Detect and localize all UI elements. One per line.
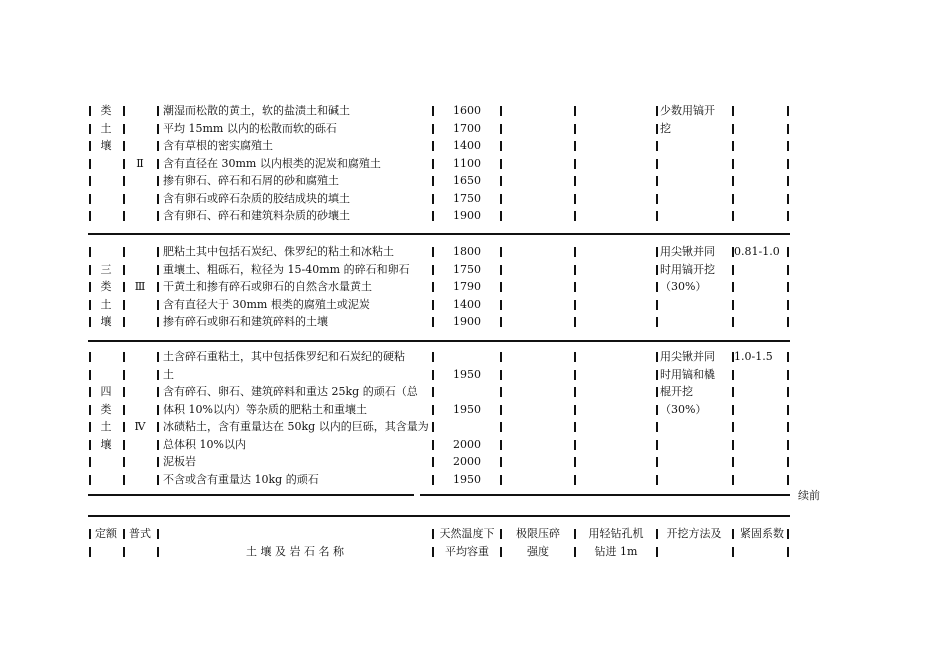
- soil-category-cell: 类: [100, 402, 112, 416]
- header-method: 开挖方法及: [666, 527, 722, 540]
- column-rule: [123, 370, 125, 380]
- soil-category-cell: 四: [100, 385, 112, 398]
- column-rule: [432, 370, 434, 380]
- column-rule: [432, 194, 434, 204]
- column-rule: [787, 405, 789, 415]
- column-rule: [123, 247, 125, 257]
- column-rule: [732, 457, 734, 467]
- column-rule: [89, 211, 91, 221]
- column-rule: [123, 106, 125, 116]
- column-rule: [157, 422, 159, 432]
- column-rule: [123, 159, 125, 169]
- column-rule: [89, 457, 91, 467]
- column-rule: [500, 247, 502, 257]
- density-cell: 2000: [453, 455, 481, 468]
- column-rule: [732, 282, 734, 292]
- column-rule: [89, 300, 91, 310]
- column-rule: [157, 405, 159, 415]
- soil-name-cell: 不含或含有重量达 10kg 的顽石: [163, 472, 319, 486]
- column-rule: [500, 547, 502, 557]
- column-rule: [432, 475, 434, 485]
- column-rule: [89, 352, 91, 362]
- column-rule: [500, 317, 502, 327]
- column-rule: [732, 405, 734, 415]
- column-rule: [500, 300, 502, 310]
- density-cell: 1900: [453, 209, 481, 222]
- column-rule: [732, 440, 734, 450]
- column-rule: [432, 124, 434, 134]
- excavation-method-cell: 时用镐开挖: [660, 262, 715, 276]
- grade-cell: Ⅳ: [134, 420, 146, 433]
- column-rule: [157, 159, 159, 169]
- column-rule: [157, 475, 159, 485]
- column-rule: [574, 387, 576, 397]
- column-rule: [432, 547, 434, 557]
- column-rule: [432, 159, 434, 169]
- column-rule: [123, 176, 125, 186]
- column-rule: [157, 211, 159, 221]
- header-density-1: 天然温度下: [439, 527, 495, 540]
- column-rule: [157, 176, 159, 186]
- column-rule: [732, 124, 734, 134]
- column-rule: [500, 194, 502, 204]
- column-rule: [500, 352, 502, 362]
- column-rule: [123, 405, 125, 415]
- excavation-method-cell: 少数用镐开: [660, 104, 715, 117]
- column-rule: [656, 141, 658, 151]
- column-rule: [89, 265, 91, 275]
- column-rule: [123, 282, 125, 292]
- density-cell: 2000: [453, 437, 481, 451]
- column-rule: [656, 176, 658, 186]
- soil-name-cell: 土含碎石重粘土，其中包括侏罗纪和石炭纪的硬粘: [163, 350, 405, 363]
- column-rule: [89, 440, 91, 450]
- column-rule: [89, 159, 91, 169]
- column-rule: [656, 457, 658, 467]
- column-rule: [123, 475, 125, 485]
- column-rule: [432, 529, 434, 539]
- excavation-method-cell: 棍开挖: [660, 385, 693, 398]
- column-rule: [500, 387, 502, 397]
- column-rule: [500, 124, 502, 134]
- column-rule: [574, 106, 576, 116]
- column-rule: [787, 159, 789, 169]
- header-drill-2: 钻进 1m: [594, 545, 638, 558]
- column-rule: [787, 475, 789, 485]
- column-rule: [574, 247, 576, 257]
- column-rule: [656, 440, 658, 450]
- column-rule: [656, 422, 658, 432]
- density-cell: 1650: [453, 174, 481, 187]
- column-rule: [787, 176, 789, 186]
- header-coefficient: 紧固系数: [740, 527, 784, 540]
- column-rule: [732, 387, 734, 397]
- column-rule: [157, 282, 159, 292]
- column-rule: [574, 317, 576, 327]
- soil-name-cell: 土: [163, 367, 174, 381]
- column-rule: [656, 475, 658, 485]
- column-rule: [432, 352, 434, 362]
- soil-category-cell: 类: [100, 280, 112, 293]
- header-density-2: 平均容重: [445, 545, 489, 558]
- column-rule: [123, 300, 125, 310]
- excavation-method-cell: （30%）: [660, 280, 707, 293]
- column-rule: [656, 317, 658, 327]
- column-rule: [732, 265, 734, 275]
- column-rule: [656, 352, 658, 362]
- column-rule: [656, 405, 658, 415]
- column-rule: [500, 405, 502, 415]
- column-rule: [656, 194, 658, 204]
- column-rule: [432, 106, 434, 116]
- column-rule: [732, 176, 734, 186]
- header-strength-2: 强度: [527, 545, 549, 558]
- column-rule: [89, 194, 91, 204]
- column-rule: [500, 529, 502, 539]
- excavation-method-cell: （30%）: [660, 402, 707, 416]
- soil-name-cell: 潮湿而松散的黄土，软的盐渍土和碱土: [163, 104, 350, 117]
- soil-name-cell: 总体积 10%以内: [163, 437, 246, 451]
- column-rule: [123, 317, 125, 327]
- column-rule: [89, 547, 91, 557]
- section-divider: [88, 233, 790, 235]
- excavation-method-cell: 用尖锹并同: [660, 350, 715, 363]
- excavation-method-cell: 用尖锹并同: [660, 245, 715, 258]
- column-rule: [787, 457, 789, 467]
- column-rule: [787, 370, 789, 380]
- column-rule: [123, 124, 125, 134]
- column-rule: [89, 422, 91, 432]
- column-rule: [732, 159, 734, 169]
- column-rule: [432, 300, 434, 310]
- column-rule: [89, 387, 91, 397]
- column-rule: [787, 247, 789, 257]
- soil-name-cell: 泥板岩: [163, 455, 196, 468]
- column-rule: [574, 475, 576, 485]
- soil-name-cell: 干黄土和掺有碎石或卵石的自然含水量黄土: [163, 280, 372, 293]
- column-rule: [574, 370, 576, 380]
- column-rule: [574, 405, 576, 415]
- soil-name-cell: 含有草根的密实腐殖土: [163, 139, 273, 152]
- column-rule: [656, 370, 658, 380]
- section-divider: [88, 340, 790, 342]
- column-rule: [123, 194, 125, 204]
- column-rule: [732, 141, 734, 151]
- density-cell: 1950: [453, 367, 481, 381]
- column-rule: [574, 457, 576, 467]
- excavation-method-cell: 挖: [660, 121, 671, 135]
- grade-cell: Ⅱ: [136, 156, 144, 170]
- column-rule: [656, 529, 658, 539]
- column-rule: [787, 352, 789, 362]
- column-rule: [574, 547, 576, 557]
- column-rule: [656, 547, 658, 557]
- column-rule: [432, 282, 434, 292]
- column-rule: [500, 440, 502, 450]
- section-divider: [88, 494, 414, 496]
- column-rule: [123, 440, 125, 450]
- column-rule: [89, 282, 91, 292]
- column-rule: [787, 387, 789, 397]
- column-rule: [732, 300, 734, 310]
- column-rule: [574, 265, 576, 275]
- column-rule: [574, 159, 576, 169]
- density-cell: 1900: [453, 315, 481, 328]
- column-rule: [157, 124, 159, 134]
- column-rule: [157, 300, 159, 310]
- column-rule: [157, 387, 159, 397]
- grade-cell: Ⅲ: [134, 280, 146, 293]
- column-rule: [157, 529, 159, 539]
- column-rule: [89, 176, 91, 186]
- column-rule: [157, 440, 159, 450]
- density-cell: 1700: [453, 121, 481, 135]
- header-top-border: [88, 515, 790, 517]
- column-rule: [500, 457, 502, 467]
- column-rule: [574, 529, 576, 539]
- column-rule: [89, 124, 91, 134]
- column-rule: [89, 529, 91, 539]
- excavation-method-cell: 时用镐和橇: [660, 367, 715, 381]
- column-rule: [574, 282, 576, 292]
- column-rule: [787, 265, 789, 275]
- column-rule: [157, 106, 159, 116]
- column-rule: [787, 141, 789, 151]
- soil-name-cell: 掺有碎石或卵石和建筑碎料的土壤: [163, 315, 328, 328]
- column-rule: [574, 124, 576, 134]
- column-rule: [432, 265, 434, 275]
- column-rule: [432, 422, 434, 432]
- density-cell: 1100: [453, 156, 481, 170]
- column-rule: [500, 141, 502, 151]
- coefficient-cell: 1.0-1.5: [734, 350, 773, 363]
- column-rule: [656, 265, 658, 275]
- column-rule: [157, 141, 159, 151]
- column-rule: [123, 387, 125, 397]
- column-rule: [787, 211, 789, 221]
- column-rule: [787, 317, 789, 327]
- density-cell: 1400: [453, 139, 481, 152]
- column-rule: [157, 457, 159, 467]
- column-rule: [732, 547, 734, 557]
- column-rule: [123, 457, 125, 467]
- header-soil-name: 土 壤 及 岩 石 名 称: [246, 545, 344, 558]
- soil-category-cell: 壤: [100, 437, 112, 451]
- column-rule: [787, 124, 789, 134]
- column-rule: [432, 247, 434, 257]
- column-rule: [656, 211, 658, 221]
- density-cell: 1950: [453, 402, 481, 416]
- column-rule: [432, 440, 434, 450]
- soil-name-cell: 冰碛粘土，含有重量达在 50kg 以内的巨砾，其含量为: [163, 420, 429, 433]
- section-divider: [420, 494, 790, 496]
- column-rule: [123, 547, 125, 557]
- column-rule: [787, 300, 789, 310]
- column-rule: [787, 529, 789, 539]
- soil-name-cell: 含有卵石或碎石杂质的胶结成块的填土: [163, 191, 350, 205]
- column-rule: [432, 387, 434, 397]
- column-rule: [157, 194, 159, 204]
- soil-name-cell: 体积 10%以内）等杂质的肥粘土和重壤土: [163, 402, 367, 416]
- column-rule: [432, 211, 434, 221]
- column-rule: [89, 405, 91, 415]
- soil-name-cell: 含有直径在 30mm 以内根类的泥炭和腐殖土: [163, 156, 381, 170]
- column-rule: [574, 422, 576, 432]
- column-rule: [123, 422, 125, 432]
- column-rule: [787, 440, 789, 450]
- column-rule: [574, 176, 576, 186]
- density-cell: 1800: [453, 245, 481, 258]
- soil-name-cell: 重壤土、粗砾石，粒径为 15-40mm 的碎石和卵石: [163, 262, 410, 276]
- column-rule: [574, 194, 576, 204]
- soil-category-cell: 土: [100, 297, 112, 311]
- soil-name-cell: 含有碎石、卵石、建筑碎料和重达 25kg 的顽石（总: [163, 385, 418, 398]
- column-rule: [732, 211, 734, 221]
- column-rule: [787, 282, 789, 292]
- column-rule: [432, 141, 434, 151]
- column-rule: [656, 282, 658, 292]
- column-rule: [123, 211, 125, 221]
- column-rule: [574, 211, 576, 221]
- column-rule: [574, 352, 576, 362]
- soil-name-cell: 肥粘土其中包括石炭纪、侏罗纪的粘土和冰粘土: [163, 245, 394, 258]
- soil-category-cell: 土: [100, 121, 112, 135]
- column-rule: [157, 547, 159, 557]
- column-rule: [500, 265, 502, 275]
- column-rule: [432, 405, 434, 415]
- column-rule: [432, 457, 434, 467]
- column-rule: [500, 475, 502, 485]
- column-rule: [732, 194, 734, 204]
- soil-name-cell: 含有直径大于 30mm 根类的腐殖土或泥炭: [163, 297, 370, 311]
- column-rule: [123, 352, 125, 362]
- column-rule: [432, 176, 434, 186]
- column-rule: [500, 282, 502, 292]
- column-rule: [89, 141, 91, 151]
- column-rule: [656, 247, 658, 257]
- density-cell: 1600: [453, 104, 481, 117]
- column-rule: [574, 440, 576, 450]
- density-cell: 1950: [453, 472, 481, 486]
- column-rule: [157, 247, 159, 257]
- soil-name-cell: 平均 15mm 以内的松散而软的砾石: [163, 121, 337, 135]
- soil-name-cell: 掺有卵石、碎石和石屑的砂和腐殖土: [163, 174, 339, 187]
- column-rule: [89, 370, 91, 380]
- column-rule: [656, 387, 658, 397]
- column-rule: [89, 106, 91, 116]
- column-rule: [732, 529, 734, 539]
- soil-category-cell: 壤: [100, 139, 112, 152]
- header-strength-1: 极限压碎: [516, 527, 560, 540]
- header-quota: 定额: [95, 527, 117, 540]
- density-cell: 1750: [453, 191, 481, 205]
- column-rule: [574, 141, 576, 151]
- soil-name-cell: 含有卵石、碎石和建筑料杂质的砂壤土: [163, 209, 350, 222]
- column-rule: [787, 547, 789, 557]
- column-rule: [500, 159, 502, 169]
- column-rule: [574, 300, 576, 310]
- column-rule: [787, 194, 789, 204]
- column-rule: [500, 211, 502, 221]
- column-rule: [732, 422, 734, 432]
- column-rule: [432, 317, 434, 327]
- column-rule: [89, 317, 91, 327]
- column-rule: [500, 370, 502, 380]
- column-rule: [732, 370, 734, 380]
- column-rule: [787, 422, 789, 432]
- soil-category-cell: 类: [100, 104, 112, 117]
- column-rule: [732, 475, 734, 485]
- column-rule: [157, 352, 159, 362]
- column-rule: [89, 475, 91, 485]
- soil-category-cell: 土: [100, 420, 112, 433]
- column-rule: [157, 317, 159, 327]
- column-rule: [656, 106, 658, 116]
- header-protodyakonov: 普式: [129, 527, 151, 540]
- density-cell: 1400: [453, 297, 481, 311]
- column-rule: [656, 159, 658, 169]
- column-rule: [656, 124, 658, 134]
- column-rule: [89, 247, 91, 257]
- column-rule: [500, 422, 502, 432]
- column-rule: [157, 370, 159, 380]
- soil-category-cell: 三: [100, 262, 112, 276]
- column-rule: [123, 141, 125, 151]
- density-cell: 1790: [453, 280, 481, 293]
- column-rule: [656, 300, 658, 310]
- column-rule: [123, 265, 125, 275]
- column-rule: [500, 106, 502, 116]
- column-rule: [123, 529, 125, 539]
- coefficient-cell: 0.81-1.0: [734, 245, 780, 258]
- column-rule: [732, 106, 734, 116]
- density-cell: 1750: [453, 262, 481, 276]
- column-rule: [157, 265, 159, 275]
- continued-label: 续前: [798, 489, 820, 502]
- column-rule: [500, 176, 502, 186]
- header-drill-1: 用轻钻孔机: [588, 527, 644, 540]
- column-rule: [787, 106, 789, 116]
- column-rule: [732, 317, 734, 327]
- soil-category-cell: 壤: [100, 315, 112, 328]
